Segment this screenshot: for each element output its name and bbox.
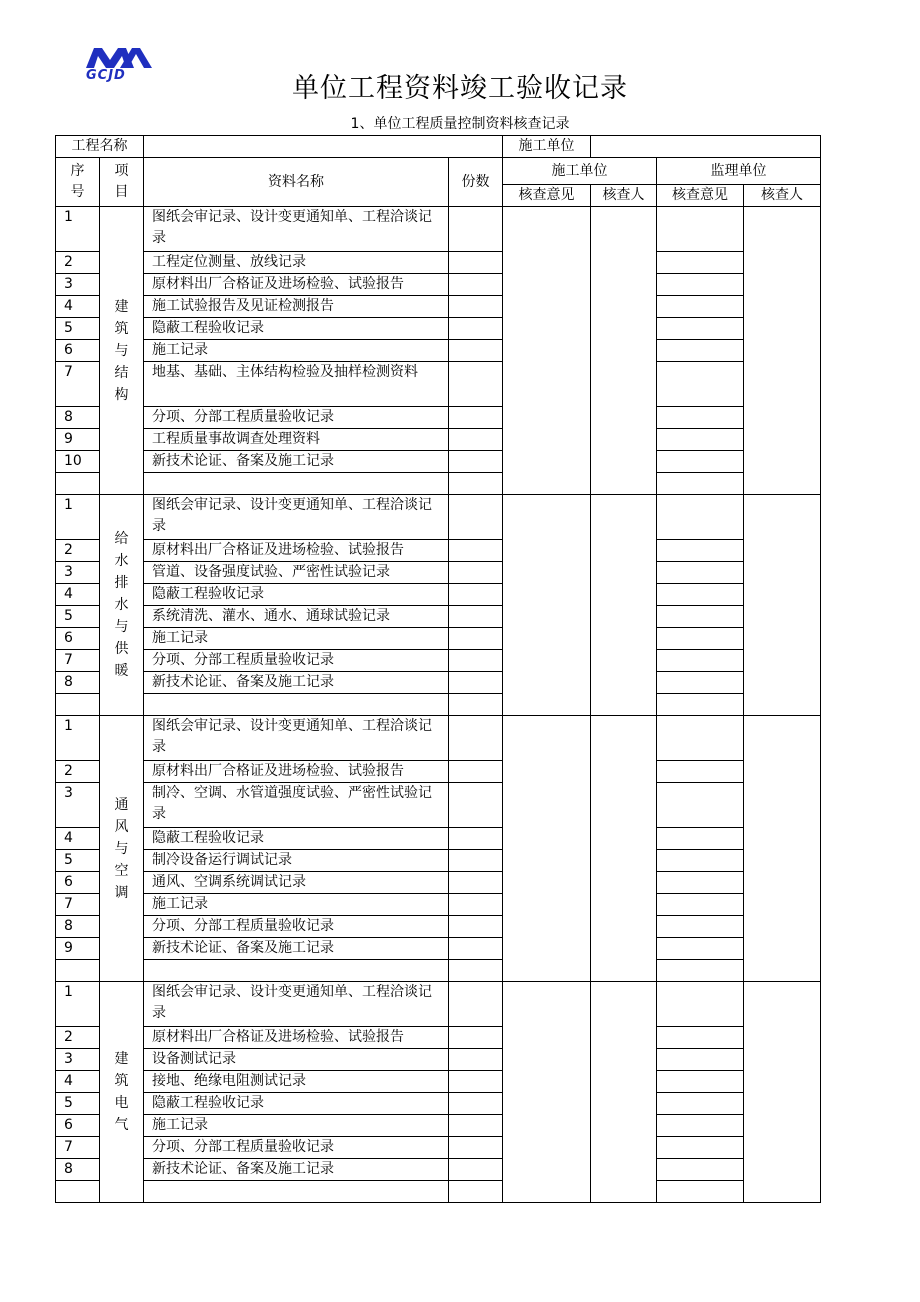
table-row [56, 1137, 821, 1159]
category-char: 供 [114, 641, 129, 657]
item-number: 4 [56, 296, 100, 318]
copies-cell[interactable] [449, 828, 503, 850]
supervision-check-opinion-cell[interactable] [657, 1159, 744, 1181]
header-row-1 [56, 158, 821, 185]
construction-checker-header: 核查人 [591, 185, 657, 207]
document-name: 接地、绝缘电阻测试记录 [144, 1071, 449, 1093]
supervision-check-opinion-cell[interactable] [657, 694, 744, 716]
item-number: 8 [56, 407, 100, 429]
construction-unit-value[interactable] [591, 136, 821, 158]
supervision-check-opinion-cell[interactable] [657, 938, 744, 960]
supervision-check-opinion-cell[interactable] [657, 584, 744, 606]
supervision-check-opinion-cell[interactable] [657, 716, 744, 761]
document-name: 新技术论证、备案及施工记录 [144, 1159, 449, 1181]
copies-cell[interactable] [449, 872, 503, 894]
document-name: 分项、分部工程质量验收记录 [144, 650, 449, 672]
category-char: 与 [114, 619, 129, 635]
document-name: 原材料出厂合格证及进场检验、试验报告 [144, 761, 449, 783]
copies-cell[interactable] [449, 982, 503, 1027]
table-row [56, 540, 821, 562]
supervision-check-opinion-cell[interactable] [657, 628, 744, 650]
item-number: 10 [56, 451, 100, 473]
table-row [56, 429, 821, 451]
supervision-check-opinion-header: 核查意见 [657, 185, 744, 207]
copies-cell[interactable] [449, 1049, 503, 1071]
table-row [56, 761, 821, 783]
copies-cell[interactable] [449, 340, 503, 362]
category-char: 建 [114, 298, 129, 315]
document-name: 隐蔽工程验收记录 [144, 584, 449, 606]
category-char: 结 [114, 364, 129, 381]
table-row-blank [56, 694, 821, 716]
copies-cell[interactable] [449, 694, 503, 716]
supervision-check-opinion-cell[interactable] [657, 960, 744, 982]
supervision-checker-header: 核查人 [744, 185, 821, 207]
construction-check-opinion-cell[interactable] [503, 716, 591, 982]
category-char: 调 [114, 884, 129, 901]
table-row [56, 894, 821, 916]
document-name: 设备测试记录 [144, 1049, 449, 1071]
project-info-row [56, 136, 821, 158]
document-name: 分项、分部工程质量验收记录 [144, 407, 449, 429]
document-name: 新技术论证、备案及施工记录 [144, 672, 449, 694]
supervision-checker-cell[interactable] [744, 495, 821, 716]
item-number: 6 [56, 1115, 100, 1137]
item-number: 6 [56, 628, 100, 650]
category-char: 与 [114, 342, 129, 359]
table-row [56, 340, 821, 362]
copies-cell[interactable] [449, 850, 503, 872]
item-number: 6 [56, 872, 100, 894]
category-label [100, 982, 144, 1203]
copies-cell[interactable] [449, 1071, 503, 1093]
category-char: 电 [114, 1095, 129, 1111]
item-number: 8 [56, 672, 100, 694]
table-row-blank [56, 1181, 821, 1203]
supervision-check-opinion-cell[interactable] [657, 650, 744, 672]
item-number: 5 [56, 318, 100, 340]
copies-cell[interactable] [449, 1115, 503, 1137]
construction-checker-cell[interactable] [591, 982, 657, 1203]
logo-text: GCJD [86, 68, 126, 83]
document-name [144, 1181, 449, 1203]
table-row [56, 1071, 821, 1093]
project-name-value[interactable] [144, 136, 503, 158]
supervision-check-opinion-cell[interactable] [657, 1049, 744, 1071]
supervision-check-opinion-cell[interactable] [657, 672, 744, 694]
document-name: 工程质量事故调查处理资料 [144, 429, 449, 451]
category-label [100, 716, 144, 982]
document-name: 图纸会审记录、设计变更通知单、工程洽谈记录 [144, 716, 449, 761]
category-char: 气 [114, 1117, 129, 1133]
table-row [56, 274, 821, 296]
checklist-table [55, 135, 821, 1203]
category-char: 通 [114, 796, 129, 813]
item-number: 7 [56, 362, 100, 407]
supervision-check-opinion-cell[interactable] [657, 606, 744, 628]
table-row [56, 872, 821, 894]
document-name: 工程定位测量、放线记录 [144, 252, 449, 274]
supervision-check-opinion-cell[interactable] [657, 473, 744, 495]
document-name: 施工试验报告及见证检测报告 [144, 296, 449, 318]
supervision-check-opinion-cell[interactable] [657, 451, 744, 473]
supervision-check-opinion-cell[interactable] [657, 540, 744, 562]
supervision-check-opinion-cell[interactable] [657, 894, 744, 916]
copies-cell[interactable] [449, 1181, 503, 1203]
table-row [56, 716, 821, 761]
construction-check-opinion-cell[interactable] [503, 495, 591, 716]
table-row [56, 650, 821, 672]
seq-header-char-2: 号 [70, 184, 85, 200]
doc-name-header: 资料名称 [144, 158, 449, 207]
table-row [56, 252, 821, 274]
category-char: 暖 [114, 663, 129, 679]
item-number: 2 [56, 1027, 100, 1049]
document-name: 施工记录 [144, 1115, 449, 1137]
document-name [144, 694, 449, 716]
copies-cell[interactable] [449, 938, 503, 960]
category-char: 建 [114, 1051, 129, 1067]
copies-cell[interactable] [449, 473, 503, 495]
table-row [56, 584, 821, 606]
category-char: 水 [114, 597, 129, 613]
copies-cell[interactable] [449, 407, 503, 429]
document-name: 分项、分部工程质量验收记录 [144, 916, 449, 938]
copies-cell[interactable] [449, 207, 503, 252]
seq-header [56, 158, 100, 207]
copies-cell[interactable] [449, 960, 503, 982]
supervision-check-opinion-cell[interactable] [657, 761, 744, 783]
item-number: 1 [56, 982, 100, 1027]
supervision-checker-cell[interactable] [744, 716, 821, 982]
item-number [56, 960, 100, 982]
construction-checker-cell[interactable] [591, 207, 657, 495]
copies-cell[interactable] [449, 495, 503, 540]
document-name: 新技术论证、备案及施工记录 [144, 451, 449, 473]
table-row-blank [56, 473, 821, 495]
table-row [56, 1049, 821, 1071]
copies-cell[interactable] [449, 761, 503, 783]
item-header [100, 158, 144, 207]
item-number: 1 [56, 716, 100, 761]
supervision-check-opinion-cell[interactable] [657, 562, 744, 584]
supervision-group-header: 监理单位 [657, 158, 821, 185]
document-name: 隐蔽工程验收记录 [144, 828, 449, 850]
item-header-char-1: 项 [114, 163, 129, 179]
item-number: 5 [56, 850, 100, 872]
item-number: 9 [56, 429, 100, 451]
copies-header: 份数 [449, 158, 503, 207]
copies-cell[interactable] [449, 716, 503, 761]
supervision-check-opinion-cell[interactable] [657, 1027, 744, 1049]
item-number: 7 [56, 894, 100, 916]
copies-cell[interactable] [449, 584, 503, 606]
category-char: 水 [114, 553, 129, 569]
project-name-label: 工程名称 [56, 136, 144, 158]
copies-cell[interactable] [449, 894, 503, 916]
document-name [144, 473, 449, 495]
copies-cell[interactable] [449, 606, 503, 628]
category-char: 筑 [114, 320, 129, 337]
item-header-char-2: 目 [114, 184, 129, 200]
supervision-checker-cell[interactable] [744, 207, 821, 495]
document-name: 制冷设备运行调试记录 [144, 850, 449, 872]
item-number: 3 [56, 562, 100, 584]
supervision-check-opinion-cell[interactable] [657, 1093, 744, 1115]
construction-checker-cell[interactable] [591, 495, 657, 716]
supervision-check-opinion-cell[interactable] [657, 872, 744, 894]
document-name: 系统清洗、灌水、通水、通球试验记录 [144, 606, 449, 628]
table-row [56, 628, 821, 650]
table-row [56, 318, 821, 340]
document-name: 原材料出厂合格证及进场检验、试验报告 [144, 540, 449, 562]
supervision-check-opinion-cell[interactable] [657, 1181, 744, 1203]
supervision-check-opinion-cell[interactable] [657, 318, 744, 340]
table-row [56, 207, 821, 252]
supervision-check-opinion-cell[interactable] [657, 407, 744, 429]
copies-cell[interactable] [449, 1027, 503, 1049]
item-number: 2 [56, 761, 100, 783]
copies-cell[interactable] [449, 429, 503, 451]
table-row [56, 938, 821, 960]
table-row [56, 1027, 821, 1049]
item-number: 5 [56, 1093, 100, 1115]
table-row [56, 916, 821, 938]
supervision-check-opinion-cell[interactable] [657, 296, 744, 318]
table-row [56, 1115, 821, 1137]
copies-cell[interactable] [449, 1137, 503, 1159]
supervision-check-opinion-cell[interactable] [657, 1071, 744, 1093]
copies-cell[interactable] [449, 650, 503, 672]
document-name: 分项、分部工程质量验收记录 [144, 1137, 449, 1159]
supervision-check-opinion-cell[interactable] [657, 828, 744, 850]
table-row [56, 562, 821, 584]
category-char: 构 [114, 386, 129, 403]
item-number: 8 [56, 916, 100, 938]
supervision-check-opinion-cell[interactable] [657, 429, 744, 451]
copies-cell[interactable] [449, 628, 503, 650]
category-char: 排 [114, 575, 129, 591]
document-name: 施工记录 [144, 628, 449, 650]
document-name: 施工记录 [144, 340, 449, 362]
category-char: 筑 [114, 1073, 129, 1089]
supervision-check-opinion-cell[interactable] [657, 850, 744, 872]
copies-cell[interactable] [449, 318, 503, 340]
item-number: 7 [56, 1137, 100, 1159]
supervision-check-opinion-cell[interactable] [657, 783, 744, 828]
item-number [56, 694, 100, 716]
table-row [56, 407, 821, 429]
seq-header-char-1: 序 [70, 163, 85, 179]
supervision-check-opinion-cell[interactable] [657, 1115, 744, 1137]
supervision-check-opinion-cell[interactable] [657, 362, 744, 407]
table-row [56, 672, 821, 694]
supervision-check-opinion-cell[interactable] [657, 274, 744, 296]
supervision-check-opinion-cell[interactable] [657, 916, 744, 938]
table-row [56, 1159, 821, 1181]
table-row [56, 606, 821, 628]
table-row [56, 850, 821, 872]
copies-cell[interactable] [449, 562, 503, 584]
item-number: 3 [56, 274, 100, 296]
table-row [56, 982, 821, 1027]
item-number: 1 [56, 207, 100, 252]
supervision-check-opinion-cell[interactable] [657, 252, 744, 274]
copies-cell[interactable] [449, 274, 503, 296]
item-number: 9 [56, 938, 100, 960]
supervision-check-opinion-cell[interactable] [657, 207, 744, 252]
table-row [56, 296, 821, 318]
copies-cell[interactable] [449, 362, 503, 407]
category-char: 与 [114, 840, 129, 857]
copies-cell[interactable] [449, 916, 503, 938]
document-name: 地基、基础、主体结构检验及抽样检测资料 [144, 362, 449, 407]
construction-unit-label: 施工单位 [503, 136, 591, 158]
document-name: 制冷、空调、水管道强度试验、严密性试验记录 [144, 783, 449, 828]
item-number: 6 [56, 340, 100, 362]
copies-cell[interactable] [449, 1093, 503, 1115]
copies-cell[interactable] [449, 451, 503, 473]
table-row-blank [56, 960, 821, 982]
construction-check-opinion-header: 核查意见 [503, 185, 591, 207]
item-number: 5 [56, 606, 100, 628]
page-subtitle: 1、单位工程质量控制资料核查记录 [350, 116, 570, 132]
document-name: 图纸会审记录、设计变更通知单、工程洽谈记录 [144, 495, 449, 540]
construction-checker-cell[interactable] [591, 716, 657, 982]
table-row [56, 1093, 821, 1115]
supervision-check-opinion-cell[interactable] [657, 982, 744, 1027]
copies-cell[interactable] [449, 783, 503, 828]
document-name: 施工记录 [144, 894, 449, 916]
copies-cell[interactable] [449, 672, 503, 694]
table-row [56, 783, 821, 828]
table-row [56, 828, 821, 850]
category-label [100, 207, 144, 495]
document-name: 隐蔽工程验收记录 [144, 1093, 449, 1115]
page-title: 单位工程资料竣工验收记录 [292, 73, 628, 104]
construction-check-opinion-cell[interactable] [503, 982, 591, 1203]
item-number: 2 [56, 252, 100, 274]
table-row [56, 495, 821, 540]
category-label [100, 495, 144, 716]
document-name: 管道、设备强度试验、严密性试验记录 [144, 562, 449, 584]
category-char: 给 [114, 531, 129, 547]
document-name: 图纸会审记录、设计变更通知单、工程洽谈记录 [144, 207, 449, 252]
copies-cell[interactable] [449, 296, 503, 318]
construction-check-opinion-cell[interactable] [503, 207, 591, 495]
table-row [56, 451, 821, 473]
item-number: 3 [56, 1049, 100, 1071]
item-number: 7 [56, 650, 100, 672]
item-number [56, 1181, 100, 1203]
document-name: 新技术论证、备案及施工记录 [144, 938, 449, 960]
document-name [144, 960, 449, 982]
item-number: 3 [56, 783, 100, 828]
item-number: 8 [56, 1159, 100, 1181]
item-number: 2 [56, 540, 100, 562]
document-name: 通风、空调系统调试记录 [144, 872, 449, 894]
copies-cell[interactable] [449, 540, 503, 562]
item-number: 4 [56, 828, 100, 850]
category-char: 空 [114, 862, 129, 879]
item-number [56, 473, 100, 495]
supervision-check-opinion-cell[interactable] [657, 340, 744, 362]
document-name: 图纸会审记录、设计变更通知单、工程洽谈记录 [144, 982, 449, 1027]
document-name: 隐蔽工程验收记录 [144, 318, 449, 340]
item-number: 4 [56, 584, 100, 606]
copies-cell[interactable] [449, 252, 503, 274]
supervision-check-opinion-cell[interactable] [657, 1137, 744, 1159]
construction-group-header: 施工单位 [503, 158, 657, 185]
table-row [56, 362, 821, 407]
document-name: 原材料出厂合格证及进场检验、试验报告 [144, 274, 449, 296]
item-number: 4 [56, 1071, 100, 1093]
item-number: 1 [56, 495, 100, 540]
document-name: 原材料出厂合格证及进场检验、试验报告 [144, 1027, 449, 1049]
copies-cell[interactable] [449, 1159, 503, 1181]
supervision-checker-cell[interactable] [744, 982, 821, 1203]
category-char: 风 [114, 818, 129, 835]
supervision-check-opinion-cell[interactable] [657, 495, 744, 540]
